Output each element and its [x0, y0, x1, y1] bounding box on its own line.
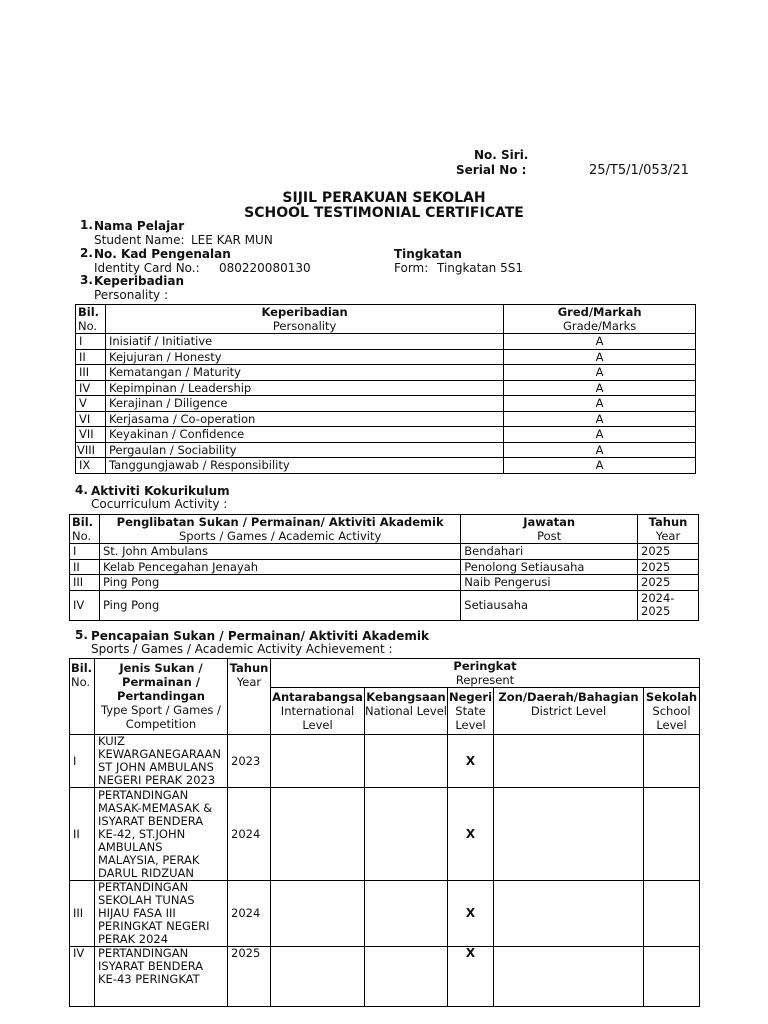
table-row — [70, 544, 699, 560]
row-number: IV — [70, 590, 100, 620]
activity: Kelab Pencegahan Jenayah — [99, 559, 460, 575]
school-mark — [644, 947, 700, 1007]
row-number: I — [70, 735, 95, 788]
grade: A — [504, 427, 696, 443]
header-bil: Bil. No. — [70, 515, 100, 544]
section-4-number: 4. — [75, 483, 88, 497]
school-mark — [644, 788, 700, 881]
grade: A — [504, 458, 696, 474]
event-year: 2024 — [228, 788, 271, 881]
grade: A — [504, 334, 696, 350]
header-event-type: Jenis Sukan / Permainan / Pertandingan Type Sport / Games / Competition — [95, 659, 228, 735]
table-row — [70, 735, 700, 788]
post: Penolong Setiausaha — [461, 559, 638, 575]
row-number: VII — [76, 427, 106, 443]
district-mark — [494, 788, 644, 881]
row-number: II — [70, 559, 100, 575]
event-year: 2025 — [228, 947, 271, 1007]
grade: A — [504, 380, 696, 396]
grade: A — [504, 442, 696, 458]
cocurriculum-en-label: Cocurriculum Activity : — [91, 497, 228, 511]
section-2-number: 2. — [80, 246, 93, 260]
activity: Ping Pong — [99, 575, 460, 591]
trait: Kejujuran / Honesty — [105, 349, 503, 365]
trait: Keyakinan / Confidence — [105, 427, 503, 443]
table-row — [76, 427, 696, 443]
event-year: 2024 — [228, 881, 271, 947]
personality-label: Keperibadian — [94, 274, 185, 288]
header-year: Tahun Year — [638, 515, 699, 544]
school-mark — [644, 881, 700, 947]
state-mark: X — [448, 788, 494, 881]
table-row — [76, 442, 696, 458]
ic-en-label: Identity Card No.: — [94, 261, 200, 275]
table-row — [70, 947, 700, 1007]
header-year: Tahun Year — [228, 659, 271, 735]
grade: A — [504, 396, 696, 412]
year: 2025 — [638, 575, 699, 591]
table-row — [76, 411, 696, 427]
header-state: Negeri State Level — [448, 688, 494, 735]
activity: St. John Ambulans — [99, 544, 460, 560]
table-row — [76, 349, 696, 365]
header-activity: Penglibatan Sukan / Permainan/ Aktiviti Akademik Sports / Games / Academic Activity — [99, 515, 460, 544]
student-name-value: LEE KAR MUN — [191, 233, 273, 247]
national-mark — [365, 881, 448, 947]
trait: Kerajinan / Diligence — [105, 396, 503, 412]
title-malay: SIJIL PERAKUAN SEKOLAH — [282, 190, 486, 206]
serial-number: 25/T5/1/053/21 — [589, 163, 689, 178]
table-row — [76, 396, 696, 412]
row-number: III — [70, 881, 95, 947]
row-number: V — [76, 396, 106, 412]
cocurriculum-label: Aktiviti Kokurikulum — [91, 484, 230, 498]
district-mark — [494, 947, 644, 1007]
international-mark — [271, 947, 365, 1007]
year: 2025 — [638, 559, 699, 575]
ic-value: 080220080130 — [219, 261, 311, 275]
table-row — [76, 365, 696, 381]
header-district: Zon/Daerah/Bahagian District Level — [494, 688, 644, 735]
year: 2025 — [638, 544, 699, 560]
achievement-en-label: Sports / Games / Academic Activity Achievement : — [91, 642, 393, 656]
section-5-number: 5. — [75, 628, 88, 642]
table-row — [70, 881, 700, 947]
achievement-header-row-1 — [70, 659, 700, 688]
table-row — [70, 559, 699, 575]
form-en-label: Form: — [394, 261, 429, 275]
trait: Tanggungjawab / Responsibility — [105, 458, 503, 474]
header-bil: Bil. No. — [70, 659, 95, 735]
row-number: VIII — [76, 442, 106, 458]
grade: A — [504, 349, 696, 365]
header-level: Peringkat Represent — [271, 659, 700, 688]
row-number: IV — [76, 380, 106, 396]
table-row — [76, 380, 696, 396]
header-international: Antarabangsa International Level — [271, 688, 365, 735]
district-mark — [494, 881, 644, 947]
header-post: Jawatan Post — [461, 515, 638, 544]
grade: A — [504, 411, 696, 427]
section-1-number: 1. — [80, 218, 93, 232]
achievement-label: Pencapaian Sukan / Permainan/ Aktiviti Akademik — [91, 629, 429, 643]
state-mark: X — [448, 881, 494, 947]
post: Setiausaha — [461, 590, 638, 620]
school-mark — [644, 735, 700, 788]
event-name: KUIZ KEWARGANEGARAAN ST JOHN AMBULANS NEGERI PERAK 2023 — [95, 735, 228, 788]
grade: A — [504, 365, 696, 381]
table-row — [70, 788, 700, 881]
cocurriculum-table-header — [70, 515, 699, 544]
state-mark: X — [448, 947, 494, 1007]
trait: Kematangan / Maturity — [105, 365, 503, 381]
header-personality: Keperibadian Personality — [105, 305, 503, 334]
year: 2024- 2025 — [638, 590, 699, 620]
table-row — [70, 575, 699, 591]
post: Naib Pengerusi — [461, 575, 638, 591]
cocurriculum-table — [69, 514, 699, 621]
district-mark — [494, 735, 644, 788]
trait: Inisiatif / Initiative — [105, 334, 503, 350]
header-school: Sekolah School Level — [644, 688, 700, 735]
national-mark — [365, 947, 448, 1007]
row-number: II — [70, 788, 95, 881]
personality-table — [75, 304, 696, 474]
form-label: Tingkatan — [394, 247, 462, 261]
row-number: II — [76, 349, 106, 365]
event-name: PERTANDINGAN ISYARAT BENDERA KE-43 PERINGKAT — [95, 947, 228, 1007]
international-mark — [271, 788, 365, 881]
ic-label: No. Kad Pengenalan — [94, 247, 231, 261]
row-number: VI — [76, 411, 106, 427]
student-name-label: Nama Pelajar — [94, 219, 185, 233]
national-mark — [365, 735, 448, 788]
event-name: PERTANDINGAN SEKOLAH TUNAS HIJAU FASA III PERINGKAT NEGERI PERAK 2024 — [95, 881, 228, 947]
trait: Pergaulan / Sociability — [105, 442, 503, 458]
table-row — [76, 458, 696, 474]
table-row — [76, 334, 696, 350]
state-mark: X — [448, 735, 494, 788]
serial-label-serial-no: Serial No : — [456, 163, 527, 177]
event-year: 2023 — [228, 735, 271, 788]
form-value: Tingkatan 5S1 — [437, 261, 523, 275]
table-row — [70, 590, 699, 620]
trait: Kerjasama / Co-operation — [105, 411, 503, 427]
achievement-table — [69, 658, 700, 1007]
row-number: I — [70, 544, 100, 560]
row-number: IX — [76, 458, 106, 474]
header-grade: Gred/Markah Grade/Marks — [504, 305, 696, 334]
student-name-en-label: Student Name: — [94, 233, 185, 247]
activity: Ping Pong — [99, 590, 460, 620]
row-number: I — [76, 334, 106, 350]
post: Bendahari — [461, 544, 638, 560]
section-3-number: 3. — [80, 273, 93, 287]
international-mark — [271, 735, 365, 788]
row-number: III — [70, 575, 100, 591]
personality-table-header — [76, 305, 696, 334]
serial-label-no-siri: No. Siri. — [474, 148, 529, 162]
international-mark — [271, 881, 365, 947]
title-english: SCHOOL TESTIMONIAL CERTIFICATE — [244, 205, 524, 221]
header-bil: Bil. No. — [76, 305, 106, 334]
national-mark — [365, 788, 448, 881]
row-number: IV — [70, 947, 95, 1007]
trait: Kepimpinan / Leadership — [105, 380, 503, 396]
header-national: Kebangsaan National Level — [365, 688, 448, 735]
event-name: PERTANDINGAN MASAK-MEMASAK & ISYARAT BENDERA KE-42, ST.JOHN AMBULANS MALAYSIA, PERAK DARUL RIDZUAN — [95, 788, 228, 881]
personality-en-label: Personality : — [94, 288, 169, 302]
row-number: III — [76, 365, 106, 381]
